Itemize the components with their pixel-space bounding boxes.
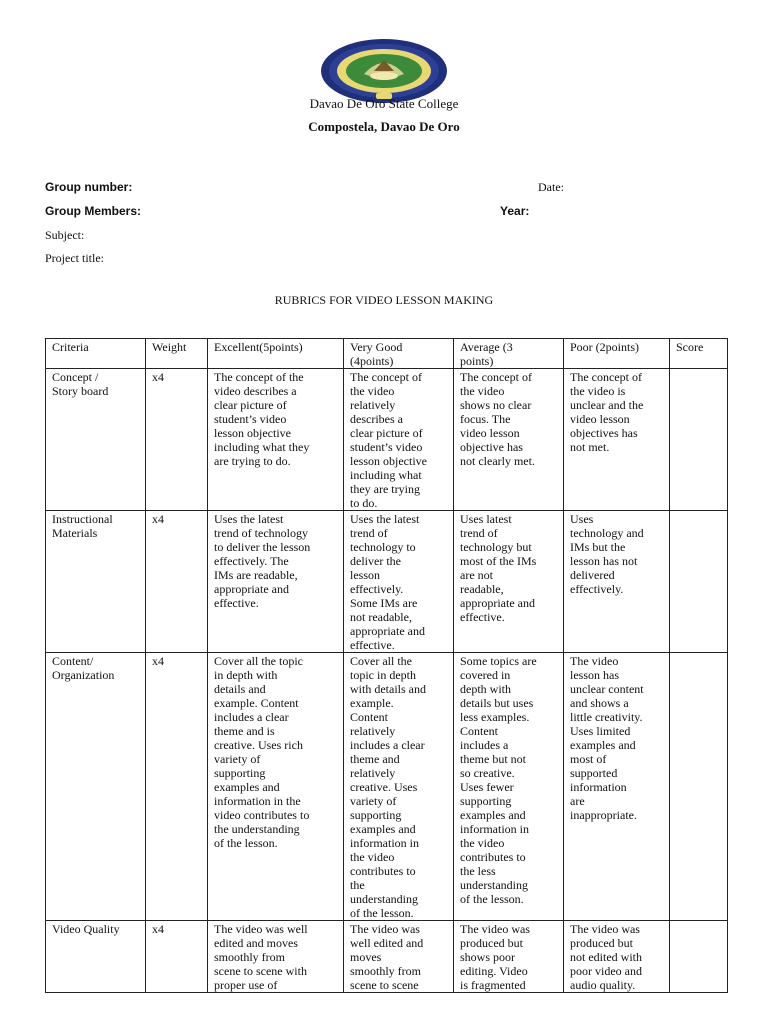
header-weight: Weight <box>146 339 208 369</box>
date-label: Date: <box>538 180 564 194</box>
poor-cell: Uses technology and IMs but the lesson has not delivered effectively. <box>564 511 670 653</box>
weight-cell: x4 <box>146 653 208 921</box>
poor-cell: The video was produced but not edited with poor video and audio quality. <box>564 921 670 993</box>
rubric-table <box>45 338 728 993</box>
header-score: Score <box>670 339 728 369</box>
excellent-cell: The concept of the video describes a clear picture of student’s video lesson objective including what they are trying to do. <box>208 369 344 511</box>
table-row <box>46 653 728 921</box>
very-good-cell: Uses the latest trend of technology to deliver the lesson effectively. Some IMs are not readable, appropriate and effective. <box>344 511 454 653</box>
header-criteria: Criteria <box>46 339 146 369</box>
average-cell: The concept of the video shows no clear focus. The video lesson objective has not clearly met. <box>454 369 564 511</box>
project-title-label: Project title: <box>45 251 104 265</box>
header-average: Average (3 points) <box>454 339 564 369</box>
header-excellent: Excellent(5points) <box>208 339 344 369</box>
criteria-cell: Content/ Organization <box>46 653 146 921</box>
score-cell[interactable] <box>670 369 728 511</box>
table-row <box>46 369 728 511</box>
criteria-cell: Concept / Story board <box>46 369 146 511</box>
year-label: Year: <box>500 204 530 218</box>
excellent-cell: The video was well edited and moves smoothly from scene to scene with proper use of <box>208 921 344 993</box>
excellent-cell: Uses the latest trend of technology to deliver the lesson effectively. The IMs are readable, appropriate and effective. <box>208 511 344 653</box>
college-name: Davao De Oro State College <box>309 96 459 111</box>
score-cell[interactable] <box>670 653 728 921</box>
college-seal-logo <box>320 38 448 104</box>
rubric-title: RUBRICS FOR VIDEO LESSON MAKING <box>274 293 494 307</box>
very-good-cell: The video was well edited and moves smoothly from scene to scene <box>344 921 454 993</box>
score-cell[interactable] <box>670 511 728 653</box>
excellent-cell: Cover all the topic in depth with details and example. Content includes a clear theme and is creative. Uses rich variety of supporting examples and information in the video contributes to the understanding of the lesson. <box>208 653 344 921</box>
table-row <box>46 511 728 653</box>
poor-cell: The video lesson has unclear content and shows a little creativity. Uses limited examples and most of supported information are inappropriate. <box>564 653 670 921</box>
average-cell: The video was produced but shows poor editing. Video is fragmented <box>454 921 564 993</box>
criteria-cell: Video Quality <box>46 921 146 993</box>
average-cell: Uses latest trend of technology but most of the IMs are not readable, appropriate and effective. <box>454 511 564 653</box>
average-cell: Some topics are covered in depth with details but uses less examples. Content includes a theme but not so creative. Uses fewer supporting examples and information in the video contributes to the less understanding of the lesson. <box>454 653 564 921</box>
weight-cell: x4 <box>146 921 208 993</box>
score-cell[interactable] <box>670 921 728 993</box>
group-members-label: Group Members: <box>45 204 142 218</box>
weight-cell: x4 <box>146 369 208 511</box>
header-very-good: Very Good (4points) <box>344 339 454 369</box>
very-good-cell: Cover all the topic in depth with details and example. Content relatively includes a clear theme and relatively creative. Uses variety of supporting examples and information in the video contributes to the understanding of the lesson. <box>344 653 454 921</box>
college-address: Compostela, Davao De Oro <box>308 119 460 134</box>
group-number-label: Group number: <box>45 180 133 194</box>
criteria-cell: Instructional Materials <box>46 511 146 653</box>
table-header-row <box>46 339 728 369</box>
header-poor: Poor (2points) <box>564 339 670 369</box>
poor-cell: The concept of the video is unclear and the video lesson objectives has not met. <box>564 369 670 511</box>
table-row <box>46 921 728 993</box>
very-good-cell: The concept of the video relatively describes a clear picture of student’s video lesson objective including what they are trying to do. <box>344 369 454 511</box>
subject-label: Subject: <box>45 228 85 242</box>
weight-cell: x4 <box>146 511 208 653</box>
